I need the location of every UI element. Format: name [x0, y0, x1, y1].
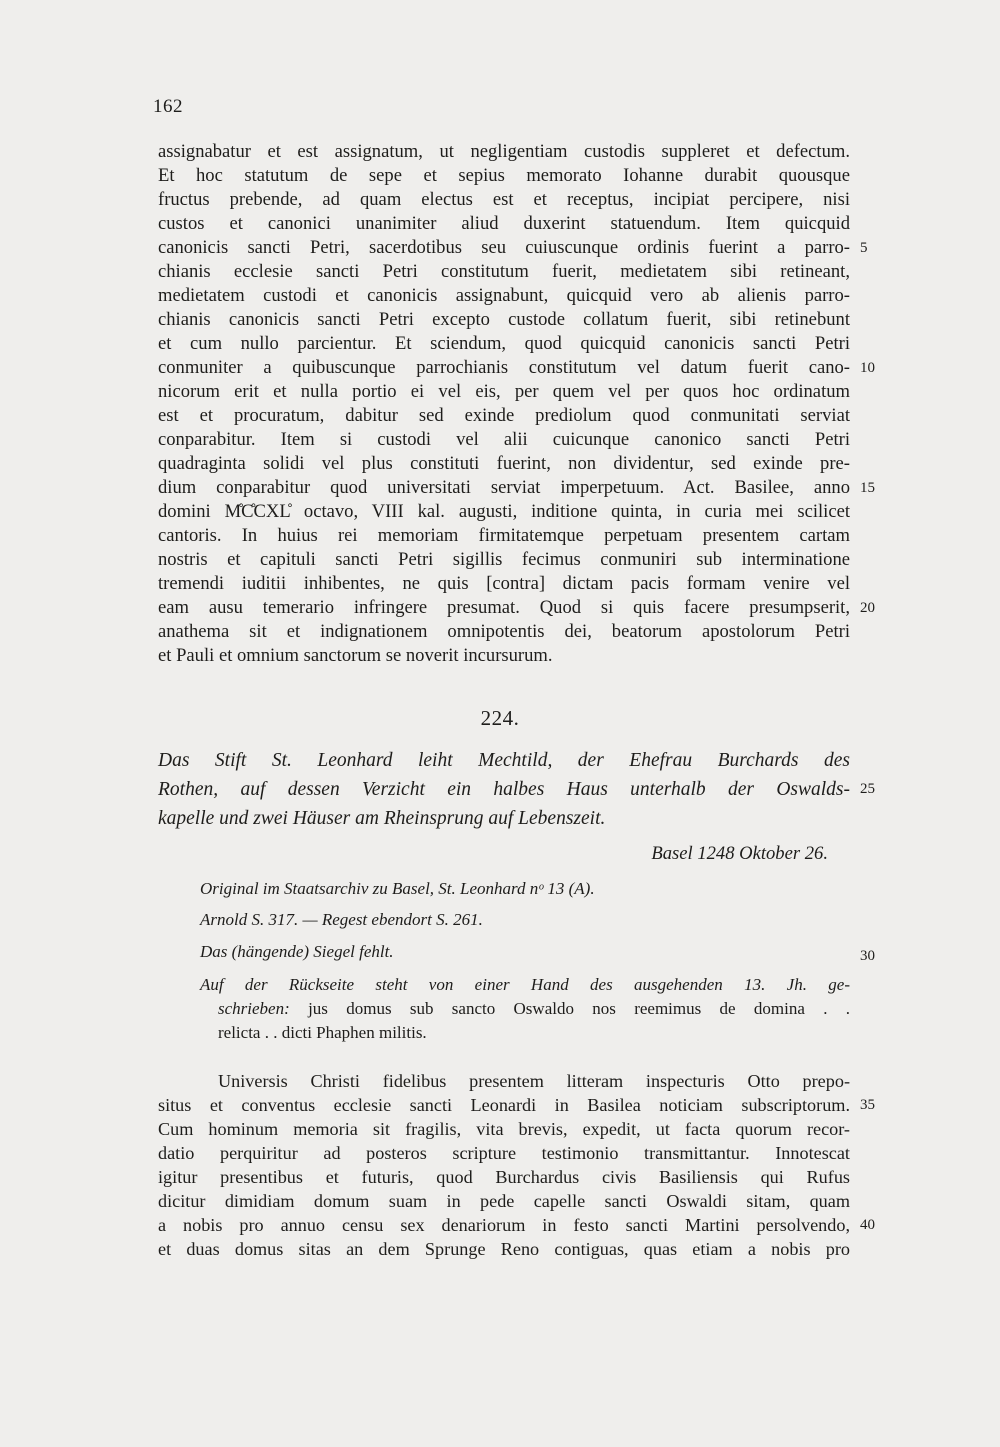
- regest-line: kapelle und zwei Häuser am Rheinsprung auf Lebenszeit.: [158, 808, 606, 829]
- note-original: Original im Staatsarchiv zu Basel, St. Leonhard nᵒ 13 (A).: [200, 879, 595, 898]
- text-line: nicorum erit et nulla portio ei vel eis, per quem vel per quos hoc ordinatum: [158, 381, 850, 402]
- line-number: 20: [860, 600, 875, 616]
- line-number: 40: [860, 1217, 875, 1233]
- text-line: nostris et capituli sancti Petri sigillis fecimus conmuniri sub interminatione: [158, 549, 850, 570]
- text-line: et Pauli et omnium sanctorum se noverit incursurum.: [158, 645, 553, 666]
- text-line: et cum nullo parcientur. Et sciendum, quod quicquid canonicis sancti Petri: [158, 333, 850, 354]
- text-line: tremendi iuditii inhibentes, ne quis [contra] dictam pacis formam venire vel: [158, 573, 850, 594]
- text-line: Universis Christi fidelibus presentem litteram inspecturis Otto prepo-: [218, 1071, 850, 1091]
- note-arnold: Arnold S. 317. — Regest ebendort S. 261.: [200, 910, 483, 929]
- text-line: situs et conventus ecclesie sancti Leonardi in Basilea noticiam subscriptorum.: [158, 1095, 850, 1115]
- text-line: chianis ecclesie sancti Petri constitutum fuerit, medietatem sibi retineant,: [158, 261, 850, 282]
- regest-line: Das Stift St. Leonhard leiht Mechtild, der Ehefrau Burchards des: [158, 750, 850, 771]
- note-dorsal-intro: Auf der Rückseite steht von einer Hand des ausgehenden 13. Jh. ge-: [200, 975, 850, 994]
- line-number: 25: [860, 781, 875, 797]
- text-line: chianis canonicis sancti Petri excepto custode collatum fuerit, sibi retinebunt: [158, 309, 850, 330]
- line-number: 35: [860, 1097, 875, 1113]
- regest-line: Rothen, auf dessen Verzicht ein halbes Haus unterhalb der Oswalds-: [158, 779, 850, 800]
- text-line: Et hoc statutum de sepe et sepius memorato Iohanne durabit quousque: [158, 165, 850, 186]
- text-line: quadraginta solidi vel plus constituti fuerint, non dividentur, sed exinde pre-: [158, 453, 850, 474]
- page-number: 162: [153, 96, 183, 117]
- text-line: conparabitur. Item si custodi vel alii cuicunque canonico sancti Petri: [158, 429, 850, 450]
- note-siegel: Das (hängende) Siegel fehlt.: [200, 942, 394, 961]
- note-dorsal-line: [218, 997, 850, 1021]
- text-line: eam ausu temerario infringere presumat. Quod si quis facere presumpserit,: [158, 597, 850, 618]
- text-line: datio perquiritur ad posteros scripture testimonio transmittantur. Innotescat: [158, 1143, 850, 1163]
- text-line: assignabatur et est assignatum, ut negligentiam custodis suppleret et defectum.: [158, 141, 850, 162]
- line-number: 5: [860, 240, 868, 256]
- text-line: et duas domus sitas an dem Sprunge Reno contiguas, quas etiam a nobis pro: [158, 1239, 850, 1259]
- text-line: conmuniter a quibuscunque parrochianis constitutum vel datum fuerit cano-: [158, 357, 850, 378]
- document-number: 224.: [480, 706, 520, 730]
- text-line: est et procuratum, dabitur sed exinde prediolum quod conmunitati serviat: [158, 405, 850, 426]
- text-line: medietatem custodi et canonicis assignabunt, quicquid vero ab alienis parro-: [158, 285, 850, 306]
- text-line: anathema sit et indignationem omnipotentis dei, beatorum apostolorum Petri: [158, 621, 850, 642]
- line-number: 15: [860, 480, 875, 496]
- note-dorsal-text: jus domus sub sancto Oswaldo nos reemimus de domina . .: [308, 999, 850, 1018]
- line-number: 10: [860, 360, 875, 376]
- text-line: dicitur dimidiam domum suam in pede capelle sancti Oswaldi sitam, quam: [158, 1191, 850, 1211]
- text-line: Cum hominum memoria sit fragilis, vita brevis, expedit, ut facta quorum recor-: [158, 1119, 850, 1139]
- text-line: canonicis sancti Petri, sacerdotibus seu cuiuscunque ordinis fuerint a parro-: [158, 237, 850, 258]
- text-line: domini M̊C̊CXL̊ octavo, VIII kal. augusti, inditione quinta, in curia mei scilicet: [158, 501, 850, 522]
- text-line: dium conparabitur quod universitati serviat imperpetuum. Act. Basilee, anno: [158, 477, 850, 498]
- text-line: custos et canonici unanimiter aliud duxerint statuendum. Item quicquid: [158, 213, 850, 234]
- dateline: Basel 1248 Oktober 26.: [651, 843, 828, 864]
- note-dorsal-intro-end: schrieben:: [218, 999, 290, 1018]
- note-dorsal-text-end: relicta . . dicti Phaphen militis.: [218, 1023, 427, 1042]
- text-line: cantoris. In huius rei memoriam firmitatemque perpetuam presentem cartam: [158, 525, 850, 546]
- line-number: 30: [860, 948, 875, 964]
- text-line: fructus prebende, ad quam electus est et receptus, incipiat percipere, nisi: [158, 189, 850, 210]
- text-line: igitur presentibus et futuris, quod Burchardus civis Basiliensis qui Rufus: [158, 1167, 850, 1187]
- text-line: a nobis pro annuo censu sex denariorum in festo sancti Martini persolvendo,: [158, 1215, 850, 1235]
